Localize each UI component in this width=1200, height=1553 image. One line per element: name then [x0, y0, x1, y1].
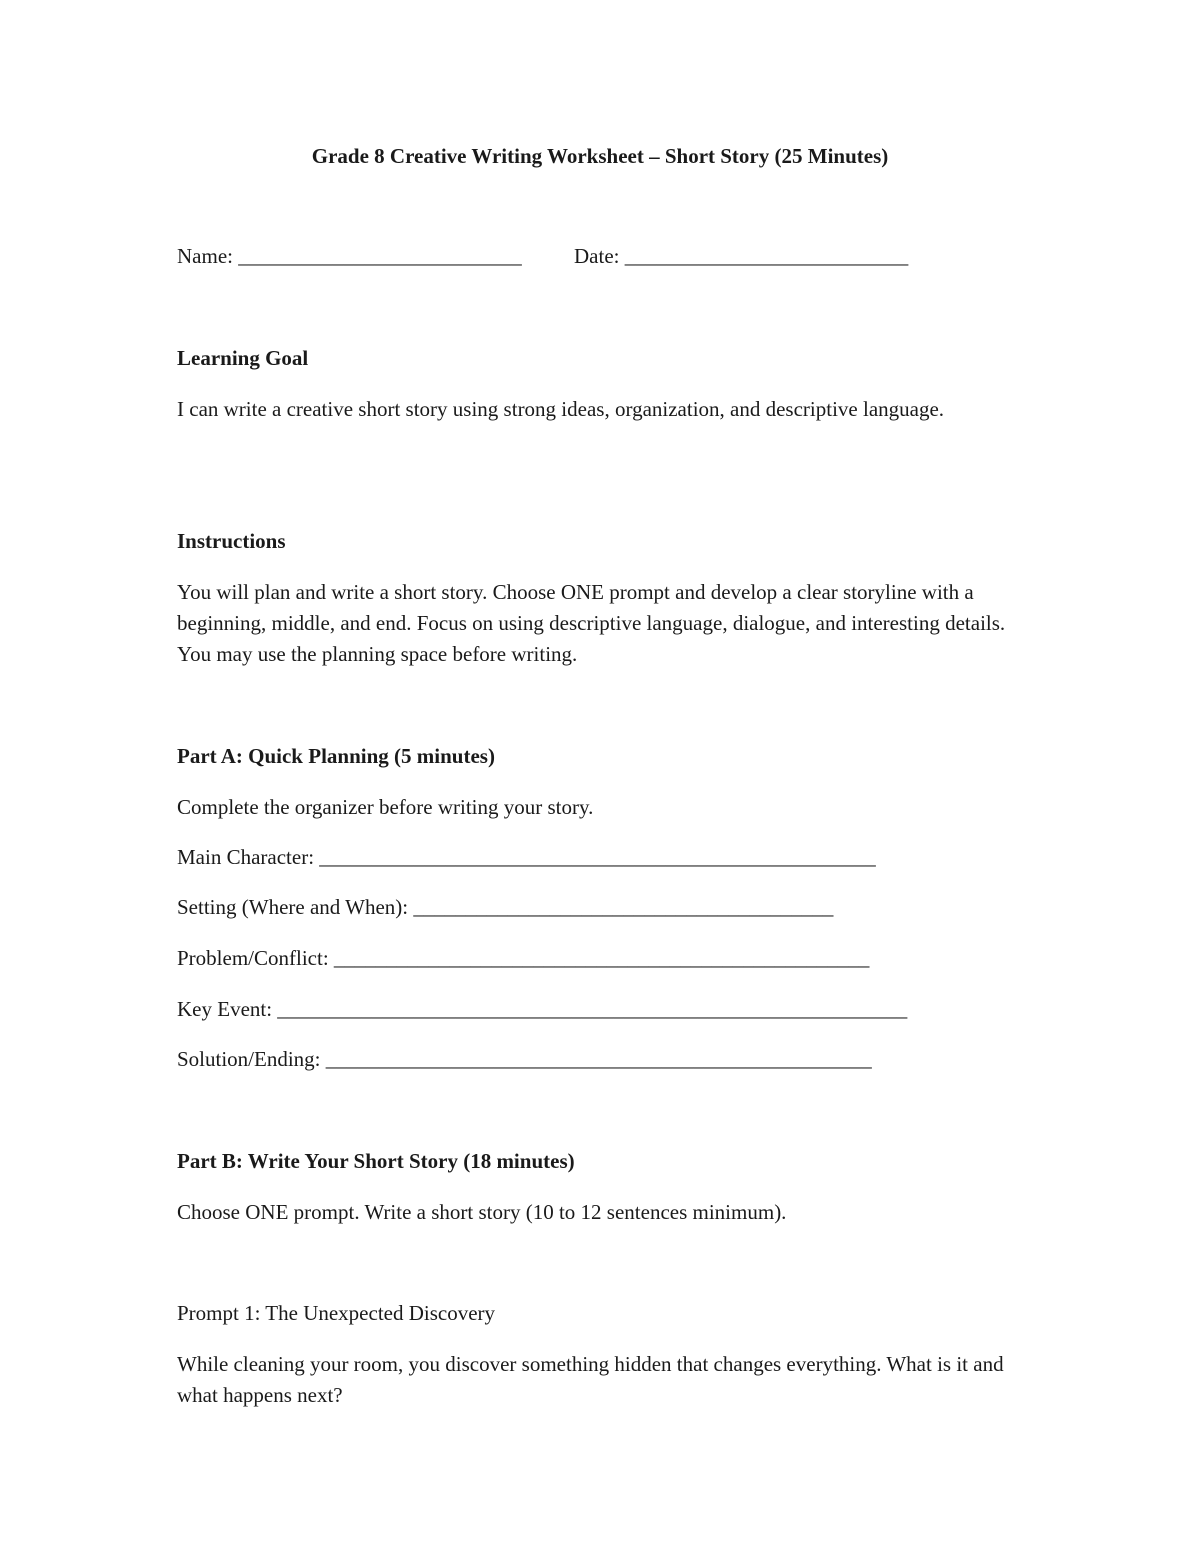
main-character-field[interactable]: Main Character: _____________________________________________________	[177, 845, 876, 869]
part-a-intro: Complete the organizer before writing your story.	[177, 795, 594, 819]
solution-ending-field[interactable]: Solution/Ending: ____________________________________________________	[177, 1047, 872, 1071]
key-event-field[interactable]: Key Event: ____________________________________________________________	[177, 997, 908, 1021]
prompt-1-text: While cleaning your room, you discover something hidden that changes everything. What is it and what happens next?	[177, 1352, 1009, 1407]
instructions-heading: Instructions	[177, 529, 286, 553]
part-a-heading: Part A: Quick Planning (5 minutes)	[177, 744, 495, 768]
instructions-text: You will plan and write a short story. Choose ONE prompt and develop a clear storyline with a beginning, middle, and end. Focus on using descriptive language, dialogue, and interesting details. You may use the planning space before writing.	[177, 580, 1010, 666]
part-b-heading: Part B: Write Your Short Story (18 minutes)	[177, 1149, 575, 1173]
part-b-intro: Choose ONE prompt. Write a short story (10 to 12 sentences minimum).	[177, 1200, 787, 1224]
worksheet-title: Grade 8 Creative Writing Worksheet – Short Story (25 Minutes)	[311, 144, 889, 168]
learning-goal-heading: Learning Goal	[177, 346, 309, 370]
problem-conflict-field[interactable]: Problem/Conflict: ___________________________________________________	[177, 946, 870, 970]
prompt-1-title: Prompt 1: The Unexpected Discovery	[177, 1301, 496, 1325]
name-field[interactable]: Name: ___________________________	[177, 244, 522, 268]
learning-goal-text: I can write a creative short story using strong ideas, organization, and descriptive language.	[177, 397, 945, 421]
setting-field[interactable]: Setting (Where and When): ________________________________________	[177, 895, 834, 919]
date-field[interactable]: Date: ___________________________	[574, 244, 909, 268]
